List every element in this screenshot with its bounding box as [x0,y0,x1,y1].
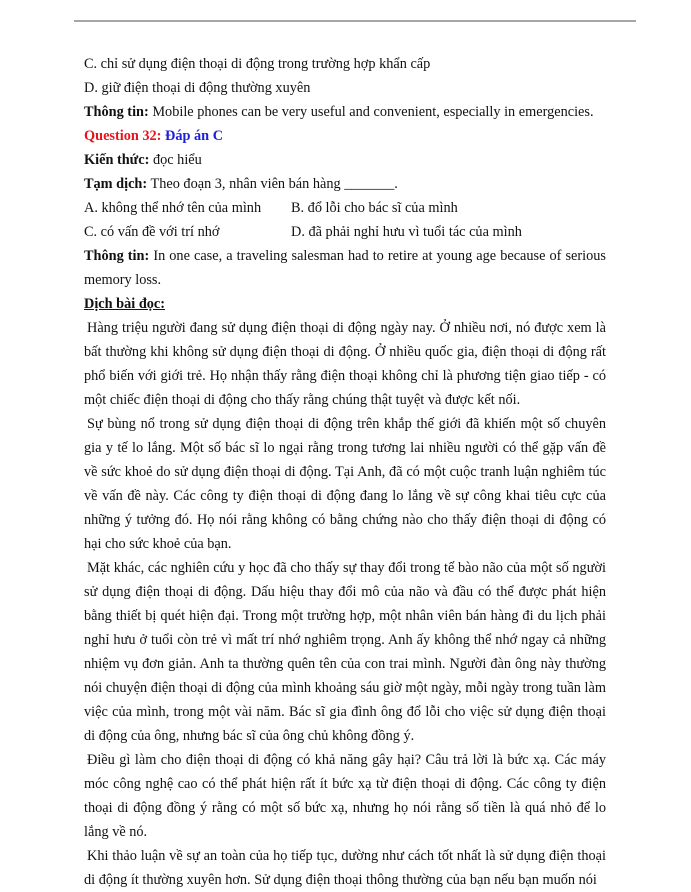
option-b: B. đổ lỗi cho bác sĩ của mình [291,200,458,216]
option-a: A. không thể nhớ tên của mình [84,200,262,216]
reading-paragraph-2: Sự bùng nổ trong sử dụng điện thoại di động trên khắp thế giới đã khiến một số chuyên gia y tế lo lắng. Một số bác sĩ lo ngại rằng trong tương lai nhiều người có thể gặp vấn đề về sức khoẻ do sử dụng điện thoại di động. Tại Anh, đã có một cuộc tranh luận nghiêm túc về vấn đề này. Các công ty điện thoại di động đang lo lắng về sự công khai tiêu cực của những ý tưởng đó. Họ nói rằng không có bằng chứng nào cho thấy điện thoại di động có hại cho sức khoẻ của bạn. [84,416,606,552]
header-rule [74,20,636,22]
q32-info [84,244,606,292]
q31-option-c: C. chỉ sử dụng điện thoại di động trong trường hợp khẩn cấp [84,56,431,72]
reading-paragraph-5: Khi thảo luận về sự an toàn của họ tiếp tục, dường như cách tốt nhất là sử dụng điện thoại di động ít thường xuyên hơn. Sử dụng điện thoại thông thường của bạn nếu bạn muốn nói [84,848,606,888]
knowledge-text: đọc hiểu [149,152,202,168]
q31-option-d: D. giữ điện thoại di động thường xuyên [84,80,311,96]
knowledge-label: Kiến thức: [84,152,150,168]
info-text: In one case, a traveling salesman had to retire at young age because of serious memory loss. [84,248,606,288]
reading-paragraph-1: Hàng triệu người đang sử dụng điện thoại di động ngày nay. Ở nhiều nơi, nó được xem là bất thường khi không sử dụng điện thoại di động. Ở nhiều quốc gia, điện thoại di động rất phổ biến với giới trẻ. Họ nhận thấy rằng điện thoại không chỉ là phương tiện giao tiếp - có một chiếc điện thoại di động cho thấy rằng chúng thật tuyệt và được kết nối. [84,320,606,408]
info-text: Mobile phones can be very useful and convenient, especially in emergencies. [148,104,594,120]
q31-info [84,100,606,124]
q32-knowledge [84,148,606,172]
reading-title-text: Dịch bài đọc: [84,296,166,312]
answer-key: Đáp án C [165,128,224,144]
option-d: D. đã phải nghỉ hưu vì tuổi tác của mình [291,224,522,240]
reading-paragraph-4: Điều gì làm cho điện thoại di động có khả năng gây hại? Câu trả lời là bức xạ. Các máy móc công nghệ cao có thể phát hiện rất ít bức xạ từ điện thoại di động. Các công ty điện thoại di động đồng ý rằng có một số bức xạ, nhưng họ nói rằng số tiền là quá nhỏ để lo lắng về nó. [84,752,606,840]
translation-text: Theo đoạn 3, nhân viên bán hàng _______. [147,176,398,192]
info-label: Thông tin: [84,104,149,120]
question-number: Question 32: [84,128,166,144]
document-body [84,52,606,892]
option-c: C. có vấn đề với trí nhớ [84,224,220,240]
q32-options-row-2 [84,220,606,244]
reading-paragraph-3: Mặt khác, các nghiên cứu y học đã cho thấy sự thay đổi trong tế bào não của một số người sử dụng điện thoại di động. Dấu hiệu thay đổi mô của não và đầu có thể được phát hiện bằng thiết bị quét hiện đại. Trong một trường hợp, một nhân viên bán hàng đi du lịch phải nghỉ hưu ở tuổi còn trẻ vì mất trí nhớ nghiêm trọng. Anh ấy không thể nhớ ngay cả những nhiệm vụ đơn giản. Anh ta thường quên tên của con trai mình. Người đàn ông này thường nói chuyện điện thoại di động của mình khoảng sáu giờ một ngày, mỗi ngày trong tuần làm việc của mình, trong một vài năm. Bác sĩ gia đình ông đổ lỗi cho việc sử dụng điện thoại di động của ông, nhưng bác sĩ của ông chủ không đồng ý. [84,560,606,744]
q32-heading [84,124,606,148]
info-label: Thông tin: [84,248,150,264]
q32-options-row-1 [84,196,606,220]
translation-label: Tạm dịch: [84,176,148,192]
q32-translation [84,172,606,196]
reading-title [84,292,606,316]
